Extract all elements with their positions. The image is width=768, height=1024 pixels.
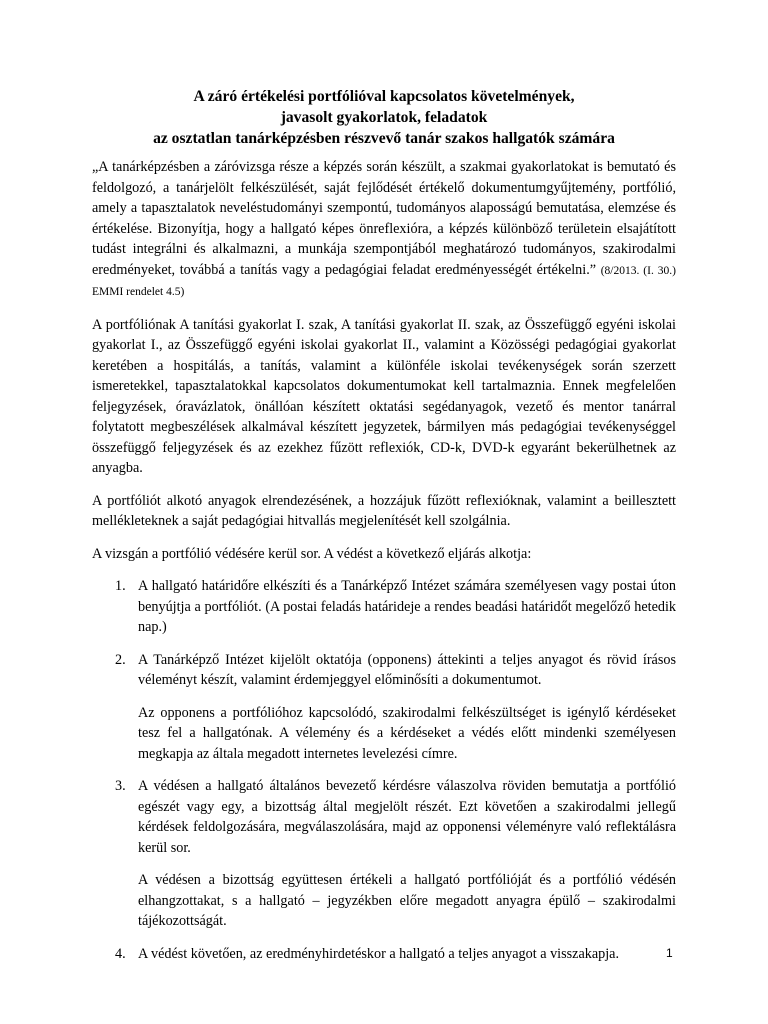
list-item-text: A védésen a hallgató általános bevezető kérdésre válaszolva röviden bemutatja a portfólió egészét vagy egy, a bizottság által megjelölt részét. Ezt követően a szakirodalmi jellegű kérdések feldolgozására, megválaszolására, majd az opponensi véleményre való reflektálásra kerül sor. <box>138 778 676 856</box>
quote-paragraph <box>92 157 676 303</box>
page-content <box>92 86 676 976</box>
quote-citation: (8/2013. (I. 30.) EMMI rendelet 4.5) <box>92 264 676 298</box>
quote-text: „A tanárképzésben a záróvizsga része a képzés során készült, a szakmai gyakorlatokat is bemutató és feldolgozó, a tanárjelölt felkészülését, saját fejlődését értékelő dokumentumgyűjtemény, portfólió, amely a tapasztalatok neveléstudományi szempontú, tudományos alaposságú bemutatása, elemzése és értékelése. Bizonyítja, hogy a hallgató képes önreflexióra, a képzés különböző területein elsajátított tudást integrálni és alkalmazni, a munkája szempontjából meghatározó tudományos, szakirodalmi eredményeket, továbbá a tanítás vagy a pedagógiai feladat eredményességét értékelni.” <box>92 159 676 278</box>
list-item-number: 3. <box>115 778 126 794</box>
procedure-list <box>92 576 676 964</box>
paragraph-arrangement: A portfóliót alkotó anyagok elrendezésének, a hozzájuk fűzött reflexióknak, valamint a beillesztett mellékleteknek a saját pedagógiai hitvallás megjelenítését kell szolgálnia. <box>92 492 676 529</box>
list-item-number: 1. <box>115 578 126 594</box>
list-item-text: A hallgató határidőre elkészíti és a Tanárképző Intézet számára személyesen vagy postai úton benyújtja a portfóliót. (A postai feladás határideje a rendes beadási határidőt megelőző hetedik nap.) <box>138 578 676 635</box>
title-line-1: A záró értékelési portfólióval kapcsolatos követelmények, <box>193 88 575 105</box>
page-number: 1 <box>666 946 673 960</box>
list-item-number: 2. <box>115 651 126 668</box>
title-line-2: javasolt gyakorlatok, feladatok <box>280 109 488 126</box>
list-item-text: A védésen a bizottság együttesen értékeli a hallgató portfólióját és a portfólió védésén elhangzottakat, s a hallgató – jegyzékben előre megadott anyagra épülő – szakirodalmi tájékozottságát. <box>138 872 676 929</box>
page-title <box>92 86 676 149</box>
list-item <box>92 650 676 765</box>
list-item-number: 4. <box>115 945 126 962</box>
list-item-text: A Tanárképző Intézet kijelölt oktatója (opponens) áttekinti a teljes anyagot és rövid írásos véleményt készít, valamint érdemjeggyel előminősíti a dokumentumot. <box>138 651 676 688</box>
list-item-text: Az opponens a portfólióhoz kapcsolódó, szakirodalmi felkészültséget is igénylő kérdéseket tesz fel a hallgatónak. A vélemény és a kérdéseket a védés előtt mindenki személyesen megkapja az általa megadott internetes levelezési címre. <box>138 704 676 762</box>
list-item <box>92 776 676 932</box>
paragraph-portfolio-contents: A portfóliónak A tanítási gyakorlat I. szak, A tanítási gyakorlat II. szak, az Összefüggő egyéni iskolai gyakorlat I., az Összefüggő egyéni iskolai gyakorlat II., valamint a Közösségi pedagógiai gyakorlat keretében a hospitálás, a tanítás, valamint a különféle iskolai tevékenységek során szerzett ismeretekkel, tapasztalatokkal kapcsolatos dokumentumokat kell tartalmaznia. Ennek megfelelően feljegyzések, óravázlatok, önállóan készített oktatási segédanyagok, vezető és mentor tanárral folytatott megbeszélések alkalmával készített jegyzetek, bármilyen más pedagógiai tevékenységgel összefüggő feljegyzések és az ezekhez fűzött reflexiók, CD-k, DVD-k egyaránt bekerülhetnek az anyagba. <box>92 316 676 476</box>
title-line-3: az osztatlan tanárképzésben részvevő tanár szakos hallgatók számára <box>153 130 615 147</box>
list-item-text: A védést követően, az eredményhirdetéskor a hallgató a teljes anyagot a visszakapja. <box>138 945 620 962</box>
list-item <box>92 576 676 638</box>
paragraph-defense-intro: A vizsgán a portfólió védésére kerül sor. A védést a következő eljárás alkotja: <box>92 545 532 562</box>
list-item <box>92 944 676 965</box>
